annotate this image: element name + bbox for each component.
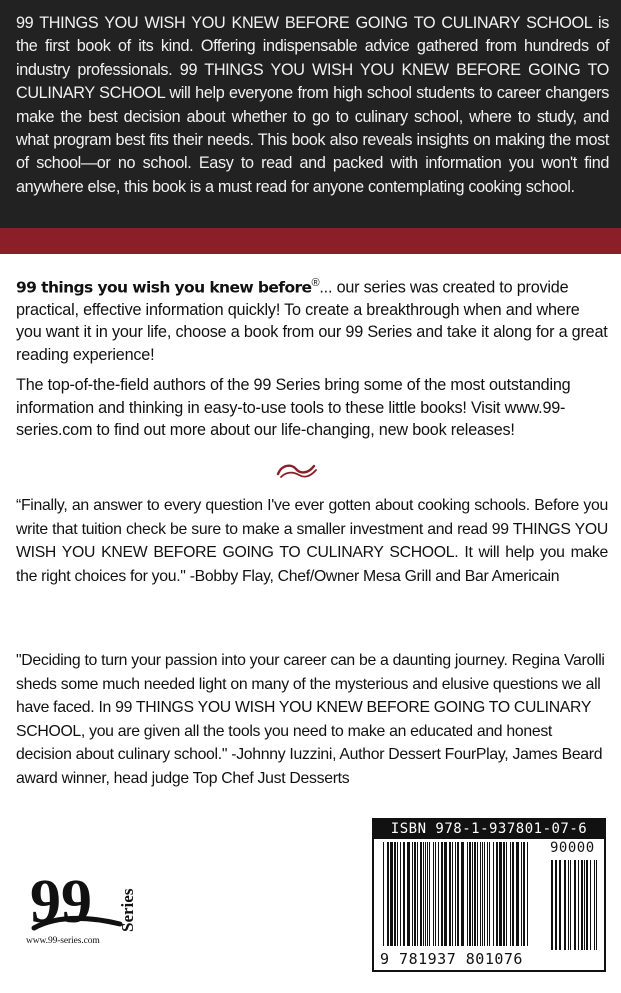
barcode-bars: [379, 842, 603, 954]
logo-number: 99: [30, 868, 92, 936]
testimonial-bobby-flay: [16, 494, 608, 588]
series-paragraph-2: The top-of-the-field authors of the 99 Series bring some of the most outstanding information and thinking in easy-to-use tools to these little books! Visit www.99-series.com to find out more about our life-changing, new book releases!: [16, 376, 571, 440]
isbn-barcode: [372, 818, 606, 972]
series-brand-name: 99 things you wish you knew before: [16, 278, 312, 297]
ean-digits: 9 781937 801076: [380, 950, 523, 968]
series-paragraph-1: [16, 272, 608, 366]
series-website: www.99-series.com: [26, 936, 100, 946]
testimonial-text: "Deciding to turn your passion into your career can be a daunting journey. Regina Varolli sheds some much needed light on many of the mysterious and elusive questions we all have faced. In 99 THINGS YOU WISH YOU KNEW BEFORE GOING TO CULINARY SCHOOL, you are given all the tools you need to make an educated and honest decision about culinary school." -Johnny Iuzzini, Author Dessert FourPlay, James Beard award winner, head judge Top Chef Just Desserts: [16, 652, 605, 787]
isbn-label: ISBN 978-1-937801-07-6: [374, 820, 604, 839]
logo-word: Series: [118, 888, 137, 932]
series-blurb: [16, 272, 608, 450]
registered-mark: ®: [311, 277, 320, 289]
99-series-logo: [26, 866, 146, 956]
book-description: 99 THINGS YOU WISH YOU KNEW BEFORE GOING TO CULINARY SCHOOL is the first book of its kind. Offering indispensable advice gathered from hundreds of industry professionals. 99 THINGS YOU WISH YOU KNEW BEFORE GOING TO CULINARY SCHOOL will help everyone from high school students to career changers make the best decision about whether to go to culinary school, where to study, and what program best fits their needs. This book also reveals insights on making the most of school—or no school. Easy to read and packed with information you won't find anywhere else, this book is a must read for anyone contemplating cooking school.: [16, 14, 609, 196]
flourish-ornament-icon: [272, 458, 322, 482]
testimonial-text: “Finally, an answer to every question I've ever gotten about cooking schools. Before you write that tuition check be sure to make a smaller investment and read 99 THINGS YOU WISH YOU KNEW BEFORE GOING TO CULINARY SCHOOL. It will help you make the right choices for you." -Bobby Flay, Chef/Owner Mesa Grill and Bar Americain: [16, 497, 608, 585]
description-panel: [0, 0, 621, 228]
series-paragraph-1-text: ... our series was created to provide practical, effective information quickly! To create a breakthrough when and where you want it in your life, choose a book from our 99 Series and take it along for a great reading experience!: [16, 278, 608, 364]
price-code: 90000: [550, 840, 595, 856]
testimonial-johnny-iuzzini: [16, 649, 608, 790]
red-divider-band: [0, 228, 621, 254]
99-series-logo-mark: [26, 866, 146, 936]
